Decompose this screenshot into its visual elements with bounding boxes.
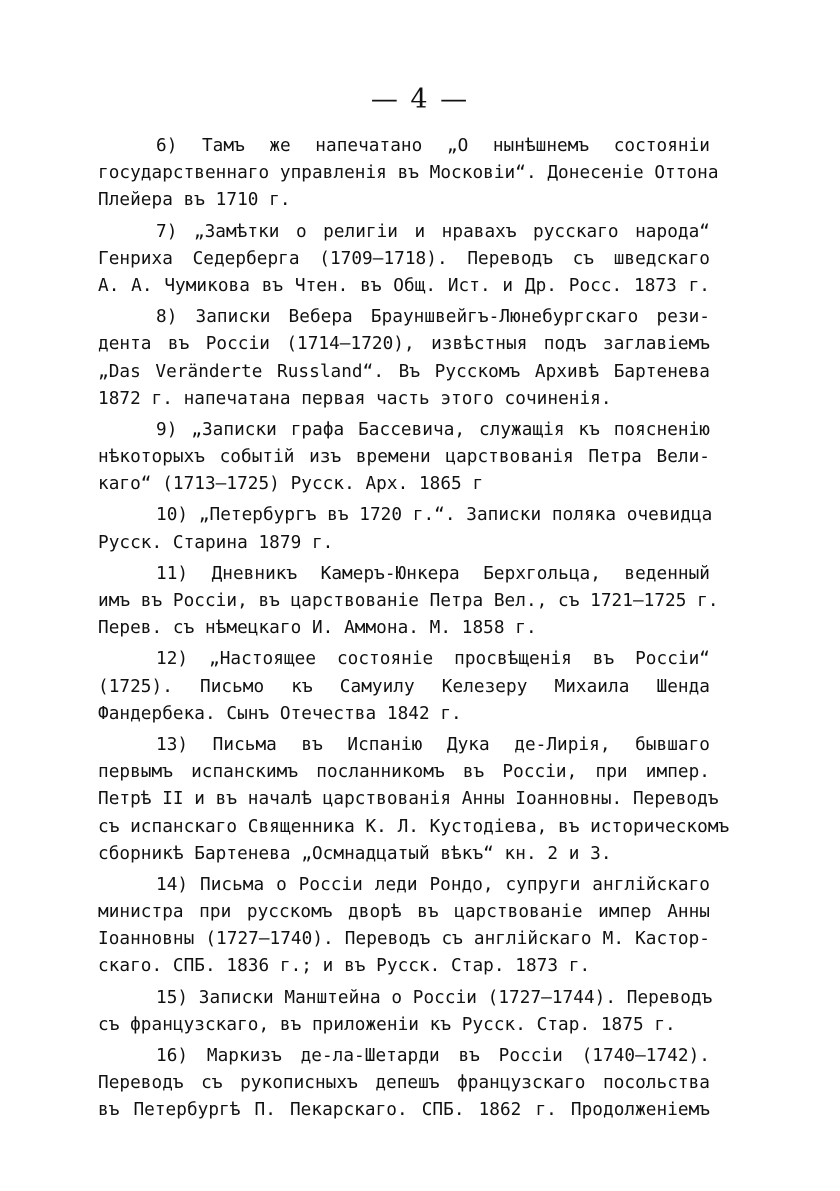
text-body — [98, 133, 730, 1125]
entry-line: съ французскаго, въ приложеніи къ Русск. Стар. 1875 г. — [98, 1014, 676, 1035]
entry-line: имъ въ Россіи, въ царствованіе Петра Вел., съ 1721—1725 г. — [98, 591, 719, 611]
entry-line: 1872 г. напечатана первая часть этого сочиненія. — [98, 388, 612, 409]
entry-line: 15) Записки Манштейна о Россіи (1727—1744). Переводъ — [156, 987, 713, 1008]
bibliography-entry-16 — [98, 1043, 710, 1125]
entry-line: 16) Маркизъ де-ла-Шетарди въ Россіи (1740—1742). — [156, 1046, 710, 1066]
bibliography-entry-13 — [98, 732, 730, 868]
bibliography-entry-11 — [98, 561, 719, 643]
entry-line: 11) Дневникъ Камеръ-Юнкера Берхгольца, веденный — [156, 563, 710, 584]
entry-line: Перев. съ нѣмецкаго И. Аммона. М. 1858 г. — [98, 618, 537, 639]
bibliography-entry-6 — [98, 133, 719, 215]
entry-line: 14) Письма о Россіи леди Рондо, супруги англійскаго — [156, 874, 710, 895]
entry-line: министра при русскомъ дворѣ въ царствованіе импер Анны — [98, 902, 710, 923]
entry-line: 6) Тамъ же напечатано „О нынѣшнемъ состояніи — [156, 136, 710, 156]
entry-line: Переводъ съ рукописныхъ депешъ французскаго посольства — [98, 1073, 710, 1094]
bibliography-entry-9 — [98, 417, 710, 499]
entry-line: Плейера въ 1710 г. — [98, 190, 291, 211]
entry-line: сборникѣ Бартенева „Осмнадцатый вѣкъ“ кн. 2 и 3. — [98, 843, 612, 864]
entry-line: каго“ (1713—1725) Русск. Арх. 1865 г — [98, 474, 484, 495]
entry-line: съ испанскаго Священника К. Л. Кустодіева, въ историческомъ — [98, 816, 730, 837]
entry-line: Фандербека. Сынъ Отечества 1842 г. — [98, 703, 462, 724]
entry-line: 7) „Замѣтки о религіи и нравахъ русскаго народа“ — [156, 221, 710, 242]
entry-line: первымъ испанскимъ посланникомъ въ Россіи, при импер. — [98, 762, 710, 783]
entry-line: 10) „Петербургъ въ 1720 г.“. Записки поляка очевидца — [156, 505, 713, 526]
entry-line: въ Петербургѣ П. Пекарскаго. СПБ. 1862 г. Продолженіемъ — [98, 1100, 710, 1121]
bibliography-entry-14 — [98, 872, 710, 981]
entry-line: „Das Veränderte Russland“. Въ Русскомъ Архивѣ Бартенева — [98, 361, 710, 382]
entry-line: 13) Письма въ Испанію Дука де-Лирія, бывшаго — [156, 734, 710, 755]
entry-line: А. А. Чумикова въ Чтен. въ Общ. Ист. и Др. Росс. 1873 г. — [98, 275, 710, 296]
entry-line: нѣкоторыхъ событій изъ времени царствованія Петра Вели- — [98, 447, 710, 468]
page-number: — 4 — — [370, 84, 470, 115]
entry-line: Генриха Седерберга (1709—1718). Переводъ съ шведскаго — [98, 248, 710, 269]
entry-line: дента въ Россіи (1714—1720), извѣстныя подъ заглавіемъ — [98, 334, 710, 355]
bibliography-entry-8 — [98, 304, 710, 413]
bibliography-entry-15 — [98, 985, 713, 1039]
entry-line: Русск. Старина 1879 г. — [98, 532, 334, 553]
bibliography-entry-12 — [98, 646, 710, 728]
bibliography-entry-10 — [98, 502, 713, 556]
entry-line: 8) Записки Вебера Брауншвейгъ-Люнебургскаго рези- — [156, 307, 710, 328]
entry-line: Петрѣ II и въ началѣ царствованія Анны Іоанновны. Переводъ — [98, 789, 719, 810]
bibliography-entry-7 — [98, 219, 710, 301]
entry-line: государственнаго управленія въ Московіи“. Донесеніе Оттона — [98, 163, 719, 184]
entry-line: 12) „Настоящее состояніе просвѣщенія въ Россіи“ — [156, 649, 710, 670]
entry-line: (1725). Письмо къ Самуилу Келезеру Михаила Шенда — [98, 676, 710, 697]
entry-line: 9) „Записки графа Бассевича, служащія къ поясненію — [156, 419, 710, 440]
entry-line: Іоанновны (1727—1740). Переводъ съ англійскаго М. Кастор- — [98, 929, 710, 950]
entry-line: скаго. СПБ. 1836 г.; и въ Русск. Стар. 1873 г. — [98, 956, 591, 977]
